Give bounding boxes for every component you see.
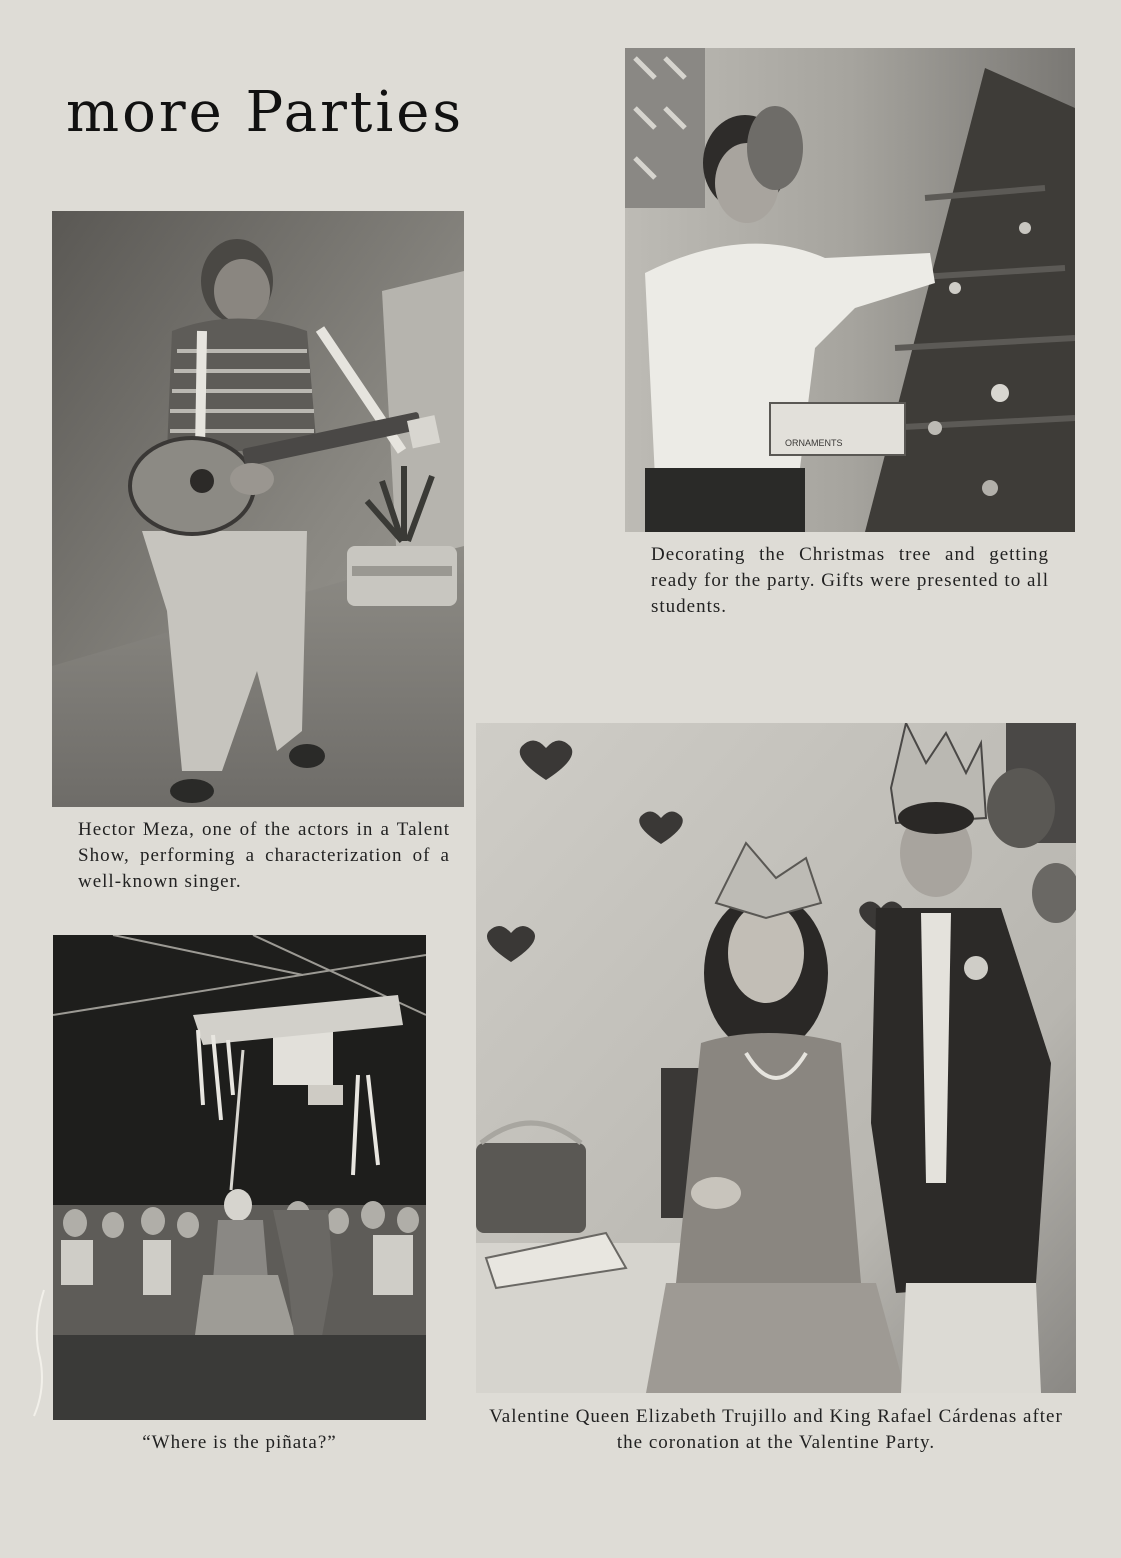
page-title: more Parties — [66, 80, 465, 145]
caption-christmas-tree: Decorating the Christmas tree and getting ready for the party. Gifts were presented to all students. — [651, 544, 1049, 617]
photo-valentine-image — [476, 723, 1076, 1393]
photo-hector-meza-image — [52, 211, 464, 807]
photo-pinata-image — [53, 935, 426, 1420]
ornament-box-label: ORNAMENTS — [785, 438, 843, 448]
photo-valentine-coronation — [476, 723, 1076, 1393]
photo-christmas-tree — [625, 48, 1075, 532]
photo-pinata-game — [53, 935, 426, 1420]
photo-christmas-tree-image — [625, 48, 1075, 532]
photo-hector-meza-guitar — [52, 211, 464, 807]
caption-pinata: “Where is the piñata?” — [142, 1432, 337, 1453]
ornament-box — [770, 403, 905, 455]
caption-valentine-coronation: Valentine Queen Elizabeth Trujillo and King Rafael Cárdenas after the coronation at the Valentine Party. — [489, 1406, 1063, 1453]
caption-hector-meza: Hector Meza, one of the actors in a Talent Show, performing a characterization of a well-known singer. — [78, 819, 450, 892]
binding-thread — [28, 1288, 48, 1418]
